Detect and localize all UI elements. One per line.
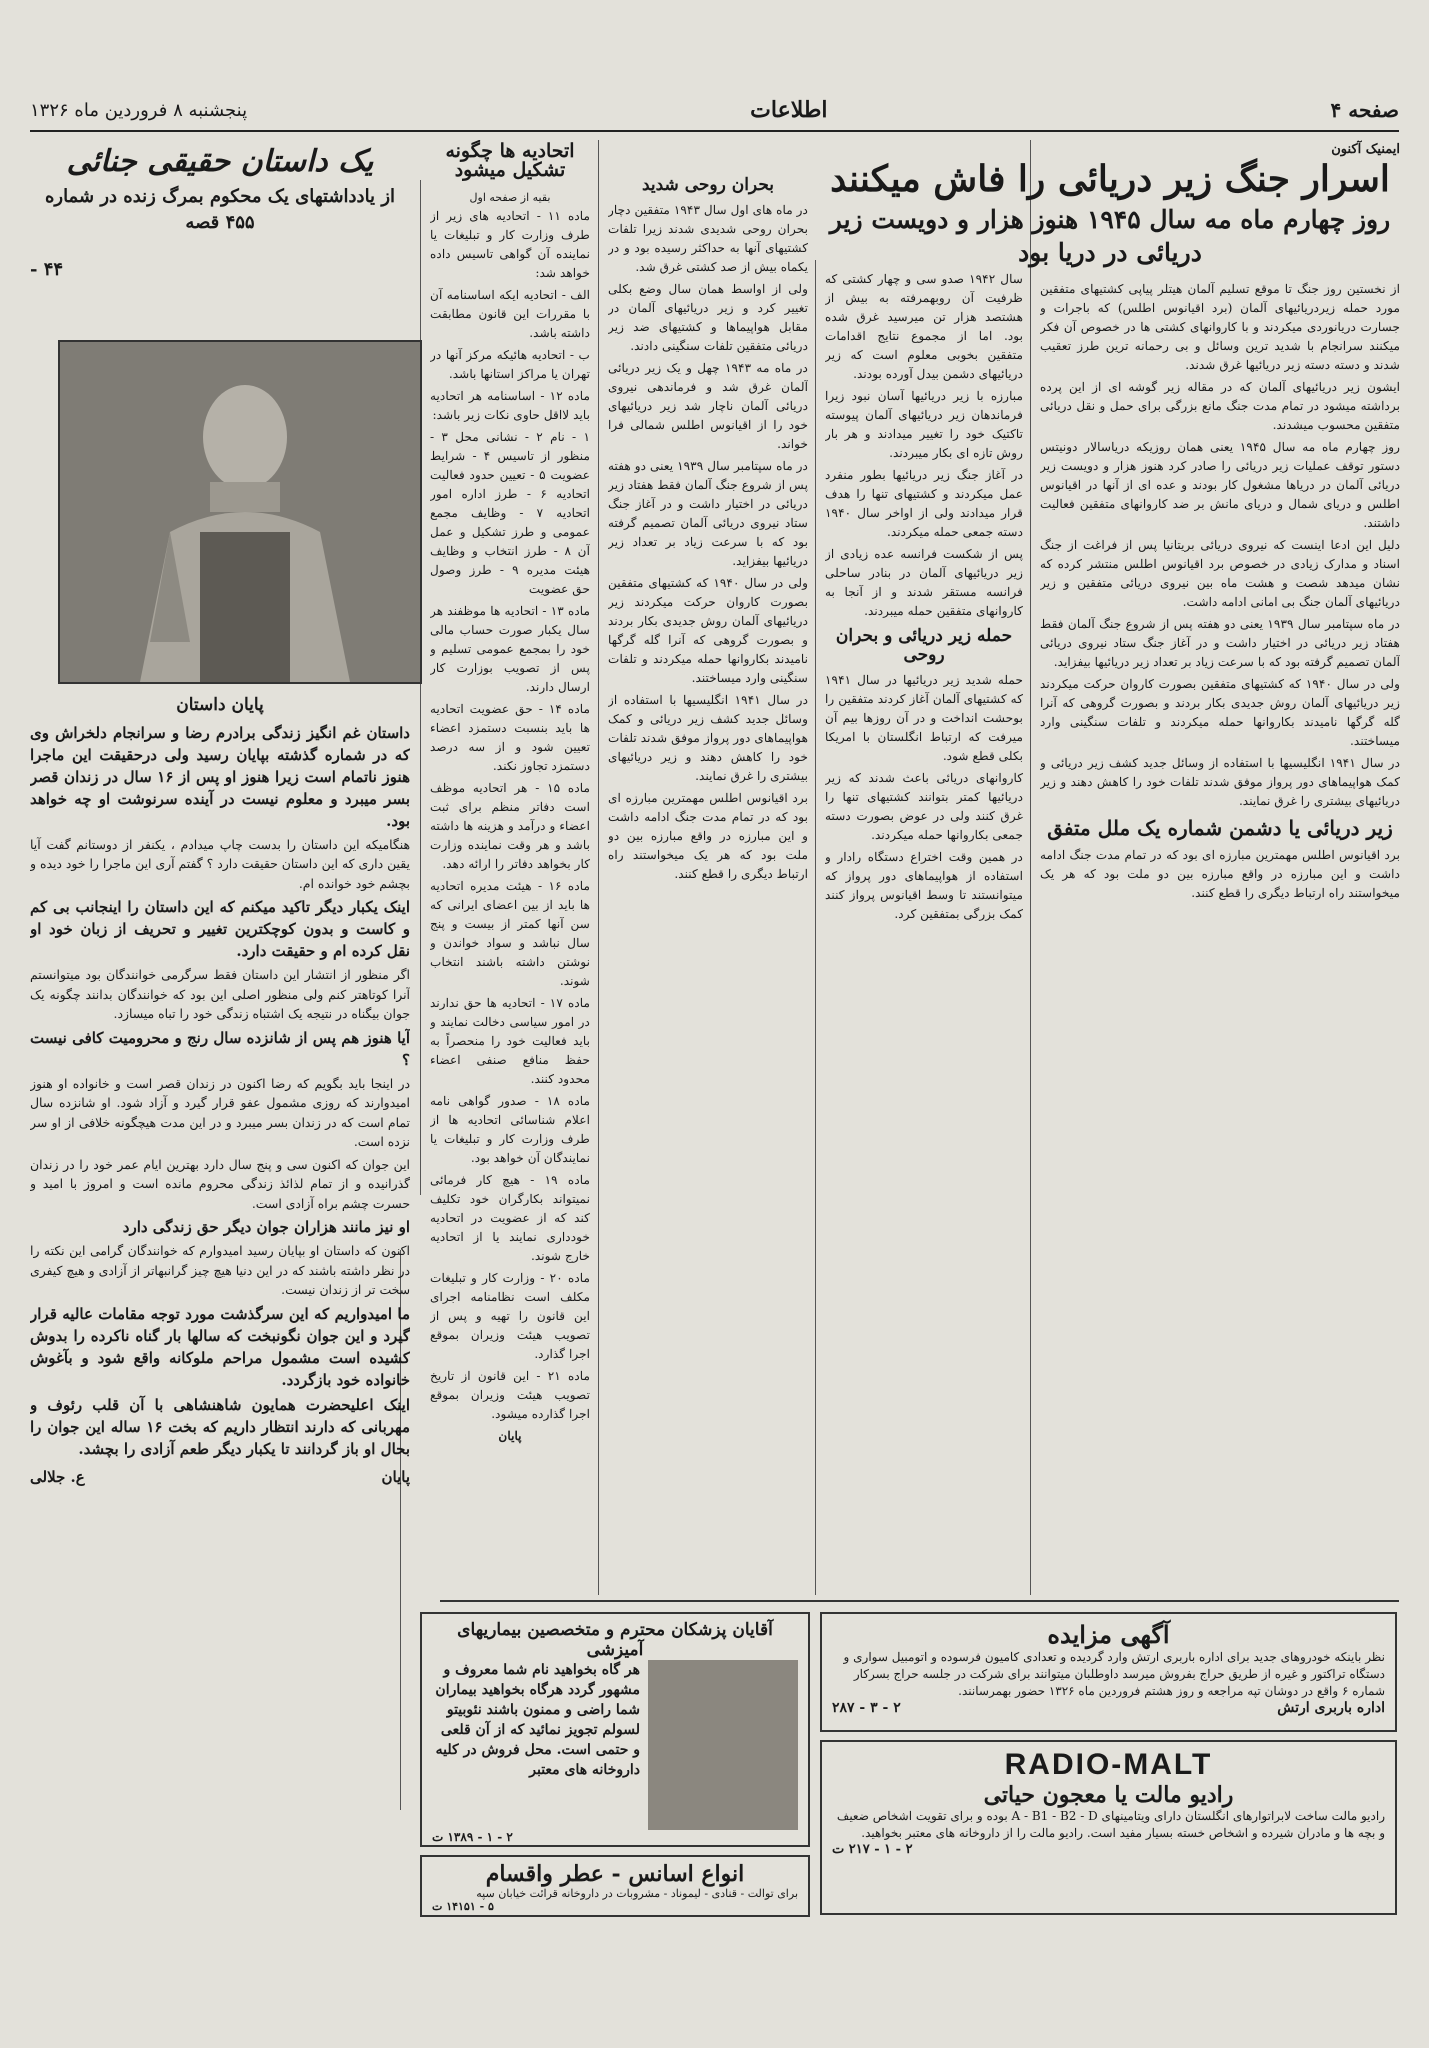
unions-title: اتحادیه ها چگونه تشکیل میشود — [445, 140, 575, 181]
subheading-enemy: زیر دریائی یا دشمن شماره یک ملل متفق — [1047, 816, 1393, 840]
bold-line: ما امیدواریم که این سرگذشت مورد توجه مقامات عالیه قرار گیرد و این جوان نگونبخت که سالها بار گناه ناکرده را بدوش کشیده است مشمول مراحم ملوکانه واقع شود و بآغوش خانواده خود بازگردد. — [30, 1304, 410, 1389]
paragraph: ماده ۲۱ - این قانون از تاریخ تصویب هیئت وزیران بموقع اجرا گذارده میشود. — [430, 1369, 590, 1421]
submarine-article-head — [820, 140, 1400, 270]
story-footer — [30, 1468, 410, 1488]
essence-code: ۵ - ۱۴۱۵۱ ت — [432, 1900, 494, 1913]
subheading-battle: حمله زیر دریائی و بحران روحی — [835, 626, 1013, 665]
paragraph: کاروانهای دریائی باعث شدند که زیر دریائیها کمتر بتوانند کشتیهای تنها را غرق کنند ولی در عوض بصورت دسته جمعی بکاروانها حمله میکردند. — [825, 771, 1023, 842]
paragraph: ۱ - نام ۲ - نشانی محل ۳ - منظور از تاسیس ۴ - شرایط عضویت ۵ - تعیین حدود فعالیت اتحادیه ۶ - طرز اداره امور اتحادیه ۷ - وظایف مجمع عمومی و طرز تشکیل و عمل آن ۸ - طرز انتخاب و وظایف هیئت مدیره ۹ - طرز وصول حق عضویت — [430, 430, 590, 596]
paragraph: اکنون که داستان او بپایان رسید امیدوارم که خوانندگان گرامی این نکته را در نظر داشته باشند که در این دنیا هیچ چیز گرانبهاتر از آزادی و هیچ کیفری سخت تر از زندان نیست. — [30, 1243, 410, 1297]
paragraph: ماده ۲۰ - وزارت کار و تبلیغات مکلف است نظامنامه اجرای این قانون را تهیه و پس از تصویب هیئت وزیران بموقع اجرا گذارد. — [430, 1271, 590, 1361]
story-end-word: پایان — [381, 1467, 410, 1486]
submarine-subtitle: روز چهارم ماه مه سال ۱۹۴۵ هنوز هزار و دویست زیر دریائی در دریا بود — [829, 205, 1391, 267]
story-head — [30, 140, 410, 330]
paragraph: از نخستین روز جنگ تا موقع تسلیم آلمان هیتلر پیاپی کشتیهای متفقین مورد حمله زیردریائیهای آلمان (برد اقیانوس اطلس) که باجرات و جسارت دریانوردی میکردند و با کاروانهای کشتی ها در خصوص آن فکر میکنند سرانجام با شدید ترین وسائل و بی رحمانه ترین طرز تعقیب شدند و دسته دسته زیر دریائیها غرق شدند. — [1040, 282, 1400, 372]
story-lead: داستان غم انگیز زندگی برادرم رضا و سرانجام دلخراش وی که در شماره گذشته بپایان رسید ولی درحقیقت این ماجرا هنوز ناتمام است زیرا هنوز او پس از ۱۶ سال در زندان قصر بسر میبرد و معلوم نیست در آینده سرنوشت او چه خواهد بود. — [30, 723, 410, 830]
doctors-code: ۲ - ۱ - ۱۳۸۹ ت — [432, 1830, 513, 1844]
story-body — [30, 690, 410, 1805]
paragraph: ماده ۱۳ - اتحادیه ها موظفند هر سال یکبار صورت حساب مالی خود را بمجمع عمومی تسلیم و پس از تصویب بوزارت کار ارسال دارند. — [430, 604, 590, 694]
paragraph: در سال ۱۹۴۱ انگلیسیها با استفاده از وسائل جدید کشف زیر دریائی و کمک هواپیماهای دور پرواز موفق شدند تلفات خود را کاهش دهند و زیر دریائیهای بیشتری را غرق نمایند. — [1040, 756, 1400, 808]
paragraph: در آغاز جنگ زیر دریائیها بطور منفرد عمل میکردند و کشتیهای تنها را هدف قرار میدادند ولی از اواخر سال ۱۹۴۰ دسته جمعی حمله میکردند. — [825, 468, 1023, 539]
subheading-crisis: بحران روحی شدید — [641, 175, 775, 195]
radiomalt-body: رادیو مالت ساخت لابراتوارهای انگلستان دارای ویتامینهای A - B1 - B2 - D بوده و برای تقویت اشخاص ضعیف و بچه ها و مادران شیرده و اشخاص خسته بسیار مفید است. رادیو مالت را از داروخانه های معتبر بخواهید. — [836, 1809, 1385, 1840]
paragraph: هنگامیکه این داستان را بدست چاپ میدادم ، یکنفر از دوستانم گفت آیا یقین داری که این داستان حقیقت دارد ؟ گفتم آری این ماجرا را خود دیده و بچشم خود خوانده ام. — [30, 836, 410, 891]
paragraph: دلیل این ادعا اینست که نیروی دریائی بریتانیا پس از فراغت از جنگ اسناد و مدارک زیادی در خصوص برد اقیانوس اطلس منتشر کرده که نشان میدهد شصت و هشت ماه بین نیروی دریائی متفقین و زیر دریائیهای آلمان جنگ بی امانی ادامه داشت. — [1040, 538, 1400, 609]
paragraph: برد اقیانوس اطلس مهمترین مبارزه ای بود که در تمام مدت جنگ ادامه داشت و این مبارزه در واقع مبارزه بین دو ملت بود که هر یک میخواستند راه ارتباط دیگری را قطع کنند. — [608, 791, 808, 881]
auction-title: آگهی مزایده — [1047, 1620, 1170, 1649]
page-header — [30, 90, 1399, 132]
auction-ad — [820, 1612, 1397, 1732]
paragraph: ماده ۱۲ - اساسنامه هر اتحادیه باید لااقل حاوی نکات زیر باشد: — [430, 389, 590, 422]
paragraph: ماده ۱۱ - اتحادیه های زیر از طرف وزارت کار و تبلیغات یا نماینده آن گواهی تاسیس داده خواهد شد: — [430, 209, 590, 280]
paragraph: ماده ۱۶ - هیئت مدیره اتحادیه ها باید از بین اعضای ایرانی که سن آنها کمتر از بیست و پنج سال نباشد و سواد خواندن و نوشتن داشته باشند انتخاب شوند. — [430, 879, 590, 988]
paragraph: سال ۱۹۴۲ صدو سی و چهار کشتی که ظرفیت آن روبهمرفته به بیش از هشتصد هزار تن میرسید غرق شده بود. اما از مجموع نتایج اقدامات متفقین بخوبی معلوم است که زیر دریائیهای دشمن بیدل آورده بودند. — [825, 272, 1023, 381]
kicker: ایمنیک آکنون — [1331, 142, 1400, 157]
auction-footer — [832, 1700, 1385, 1716]
paragraph: در ماه مه ۱۹۴۳ چهل و یک زیر دریائی آلمان غرق شد و فرماندهی نیروی دریائی آلمان ناچار شد زیر دریائیهای خود را از اقیانوس اطلس شمالی فرا خواند. — [608, 361, 808, 451]
radiomalt-ad — [820, 1740, 1397, 1915]
radiomalt-brand-fa: رادیو مالت یا معجون حیاتی — [983, 1782, 1234, 1808]
doctors-title: آقایان پزشکان محترم و متخصصین بیماریهای آمیزشی — [457, 1620, 773, 1660]
story-end-label: پایان داستان — [176, 695, 264, 715]
paragraph: در ماه سپتامبر سال ۱۹۳۹ یعنی دو هفته پس از شروع جنگ آلمان فقط هفتاد زیر دریائی در اختیار داشت و در آغاز جنگ ستاد نیروی دریائی آلمان تصمیم گرفته بود که با سرعت زیاد بر تعداد زیر دریائیها بیفزاید. — [608, 459, 808, 568]
auction-code: ۲ - ۳ - ۲۸۷ — [832, 1700, 901, 1716]
paragraph: این جوان که اکنون سی و پنج سال دارد بهترین ایام عمر خود را در زندان گذرانیده و از تمام لذائذ زندگی محروم مانده است و امروز با امید و حسرت چشم براه آزادی است. — [30, 1156, 410, 1211]
paragraph: برد اقیانوس اطلس مهمترین مبارزه ای بود که در تمام مدت جنگ ادامه داشت و این مبارزه در واقع مبارزه بین دو ملت بود که هر یک میخواستند راه ارتباط دیگری را قطع کنند. — [1040, 848, 1400, 900]
paragraph: الف - اتحادیه ایکه اساسنامه آن با مقررات این قانون مطابقت داشته باشد. — [430, 288, 590, 340]
paragraph: در اینجا باید بگویم که رضا اکنون در زندان قصر است و خانواده او هنوز امیدوارند که روزی مشمول عفو قرار گیرد و آزاد شود. او شانزده سال تمام است که در زندان بسر میبرد و در این مدت هیچگونه خلافی از او سر نزده است. — [30, 1075, 410, 1149]
essence-body: برای توالت - قنادی - لیموناد - مشروبات در داروخانه قرائت خیابان سپه — [476, 1887, 798, 1900]
paragraph: ماده ۱۹ - هیچ کار فرمائی نمیتواند بکارگران خود تکلیف کند که از عضویت در اتحادیه خودداری نمایند یا از اتحادیه خارج شوند. — [430, 1173, 590, 1263]
paragraph: در سال ۱۹۴۱ انگلیسیها با استفاده از وسائل جدید کشف زیر دریائی و کمک هواپیماهای دور پرواز موفق شدند تلفات خود را کاهش دهند و زیر دریائیهای بیشتری را غرق نمایند. — [608, 693, 808, 783]
paragraph: ب - اتحادیه هائیکه مرکز آنها در تهران یا مراکز استانها باشد. — [430, 348, 590, 381]
radiomalt-code: ۲ - ۱ - ۲۱۷ ت — [832, 1842, 913, 1857]
portrait-figure — [60, 342, 420, 682]
paragraph: ولی در سال ۱۹۴۰ که کشتیهای متفقین بصورت کاروان حرکت میکردند زیر دریائیهای آلمان روش جدیدی بکار بردند و بصورت گروهی که آنرا گله گرگها نامیدند بکاروانها حمله میکردند و تلفات سنگینی وارد میساختند. — [1040, 677, 1400, 748]
page-number-label: صفحه ۴ — [1330, 98, 1399, 122]
continued-note: بقیه از صفحه اول — [469, 191, 551, 204]
paragraph: حمله شدید زیر دریائیها در سال ۱۹۴۱ که کشتیهای آلمان آغاز کردند متفقین را بوحشت انداخت و در آن روزها بیم آن میرفت که ارتباط انگلستان با امریکا بکلی قطع شود. — [825, 673, 1023, 763]
auction-body: نظر باینکه خودروهای جدید برای اداره باربری ارتش وارد گردیده و تعدادی کامیون فرسوده و اتومبیل سواری و دستگاه تراکتور و غیره از طریق حراج بفروش میرسد داوطلبان میتوانند برای شرکت در جلسه حراج بسرکار شماره ۶ واقع در دوشان تپه مراجعه و روز هشتم فروردین ماه ۱۳۲۶ حضور بهمرسانند. — [843, 1650, 1385, 1698]
radiomalt-brand: RADIO-MALT — [1004, 1748, 1213, 1781]
bold-line: اینک اعلیحضرت همایون شاهنشاهی با آن قلب رئوف و مهربانی که دارند انتظار داریم که بخت ۱۶ ساله این جوان را بحال او باز گردانند تا یکبار دیگر طعم آزادی را بچشد. — [30, 1395, 410, 1458]
bold-line: آیا هنوز هم پس از شانزده سال رنج و محرومیت کافی نیست ؟ — [30, 1028, 410, 1069]
essence-ad — [420, 1855, 810, 1917]
paragraph: مبارزه با زیر دریائیها آسان نبود زیرا فرماندهان زیر دریائیهای آلمان پیوسته تاکتیک خود را تغییر میدادند و هر بار روش تازه ای بکار میبردند. — [825, 389, 1023, 460]
submarine-column-2 — [825, 270, 1023, 1590]
story-photo — [58, 340, 422, 684]
unions-end: پایان — [498, 1429, 522, 1443]
paragraph: اگر منظور از انتشار این داستان فقط سرگرمی خوانندگان بود میتوانستم آنرا کوتاهتر کنم ولی منظور اصلی این بود که خوانندگان بدانند چگونه یک جوان بیگناه در نتیجه یک اشتباه زندگی خود را تباه میسازد. — [30, 967, 410, 1021]
crisis-column — [608, 170, 808, 1590]
story-title: یک داستان حقیقی جنائی — [66, 144, 374, 179]
story-serial: از یادداشتهای یک محکوم بمرگ زنده در شماره ۴۵۵ قصه — [44, 186, 396, 233]
doctor-portrait — [648, 1660, 798, 1830]
paragraph: پس از شکست فرانسه عده زیادی از زیر دریائیهای آلمان در بنادر ساحلی فرانسه مستقر شدند و از آنجا به کاروانهای متفقین حمله میبردند. — [825, 547, 1023, 618]
paragraph: ولی در سال ۱۹۴۰ که کشتیهای متفقین بصورت کاروان حرکت میکردند زیر دریائیهای آلمان روش جدیدی بکار بردند و بصورت گروهی که آنرا گله گرگها نامیدند بکاروانها حمله میکردند و تلفات سنگینی وارد میساختند. — [608, 576, 808, 685]
paragraph: ماده ۱۷ - اتحادیه ها حق ندارند در امور سیاسی دخالت نمایند و باید فعالیت خود را منحصراً به حفظ منافع صنفی اعضاء محدود کنند. — [430, 996, 590, 1086]
unions-article — [430, 140, 590, 1590]
paragraph: ولی از اواسط همان سال وضع بکلی تغییر کرد و زیر دریائیهای آلمان در مقابل هواپیماها و کشتیهای ضد زیر دریائی متفقین تلفات سنگینی دادند. — [608, 282, 808, 353]
story-page-marker: ۴۴ - — [30, 259, 64, 280]
doctors-body: هر گاه بخواهید نام شما معروف و مشهور گردد هرگاه بخواهید بیماران شما راضی و ممنون باشند نئوبیتو لسولم تجویز نمائید که از آن قلعی و حتمی است. محل فروش در کلیه داروخانه های معتبر — [435, 1662, 640, 1778]
paragraph: روز چهارم ماه مه سال ۱۹۴۵ یعنی همان روزیکه دریاسالار دونیتس دستور توقف عملیات زیر دریائی را صادر کرد هنوز هزار و دویست زیر دریائی آلمان در دریاها مشغول کار بودند و عده ای از آنها در اقیانوس اطلس و دریای شمال و دریای مانش بر ضد کاروانهای متفقین فعالیت داشتند. — [1040, 440, 1400, 530]
paragraph: در همین وقت اختراع دستگاه رادار و استفاده از هواپیماهای دور پرواز که میتوانستند تا وسط اقیانوس پرواز کنند کمک بزرگی بمتفقین کرد. — [825, 850, 1023, 921]
bold-line: اینک یکبار دیگر تاکید میکنم که این داستان را اینجانب بی کم و کاست و بدون کوچکترین تغییر و تحریف از زبان خود او نقل کرده ام و حقیقت دارد. — [30, 898, 410, 960]
paragraph: ایشون زیر دریائیهای آلمان که در مقاله زیر گوشه ای از این پرده برداشته میشود در تمام مدت جنگ مانع بزرگی برای حمل و نقل دریائی متفقین محسوب میشدند. — [1040, 380, 1400, 432]
story-signature: ع. جلالی — [30, 1467, 85, 1486]
issue-date: پنجشنبه ۸ فروردین ماه ۱۳۲۶ — [30, 99, 248, 121]
bold-line: او نیز مانند هزاران جوان دیگر حق زندگی دارد — [122, 1218, 410, 1236]
paragraph: در ماه سپتامبر سال ۱۹۳۹ یعنی دو هفته پس از شروع جنگ آلمان فقط هفتاد زیر دریائی در اختیار داشت و در آغاز جنگ ستاد نیروی دریائی آلمان تصمیم گرفته بود که با سرعت زیاد بر تعداد زیر دریائیها بیفزاید. — [1040, 617, 1400, 669]
essence-title: انواع اسانس - عطر واقسام — [485, 1861, 745, 1887]
auction-signature: اداره باربری ارتش — [1277, 1700, 1385, 1716]
paragraph: ماده ۱۵ - هر اتحادیه موظف است دفاتر منظم برای ثبت اعضاء و درآمد و هزینه ها داشته باشد و هر وقت نماینده وزارت کار بخواهد دفاتر را ارائه دهد. — [430, 781, 590, 871]
paragraph: ماده ۱۴ - حق عضویت اتحادیه ها باید بنسبت دستمزد اعضاء تعیین شود و از سه درصد دستمزد تجاوز نکند. — [430, 702, 590, 773]
newspaper-name: اطلاعات — [750, 97, 828, 123]
submarine-title: اسرار جنگ زیر دریائی را فاش میکنند — [830, 158, 1390, 200]
submarine-column — [1040, 280, 1400, 1590]
doctors-ad — [420, 1612, 810, 1847]
paragraph: در ماه های اول سال ۱۹۴۳ متفقین دچار بحران روحی شدیدی شدند زیرا تلفات کشتیهای آنها به حداکثر رسیده بود و در یکماه بیش از صد کشتی غرق شد. — [608, 203, 808, 274]
paragraph: ماده ۱۸ - صدور گواهی نامه اعلام شناسائی اتحادیه ها از طرف وزارت کار و تبلیغات یا نمایندگان آن خواهد بود. — [430, 1094, 590, 1165]
